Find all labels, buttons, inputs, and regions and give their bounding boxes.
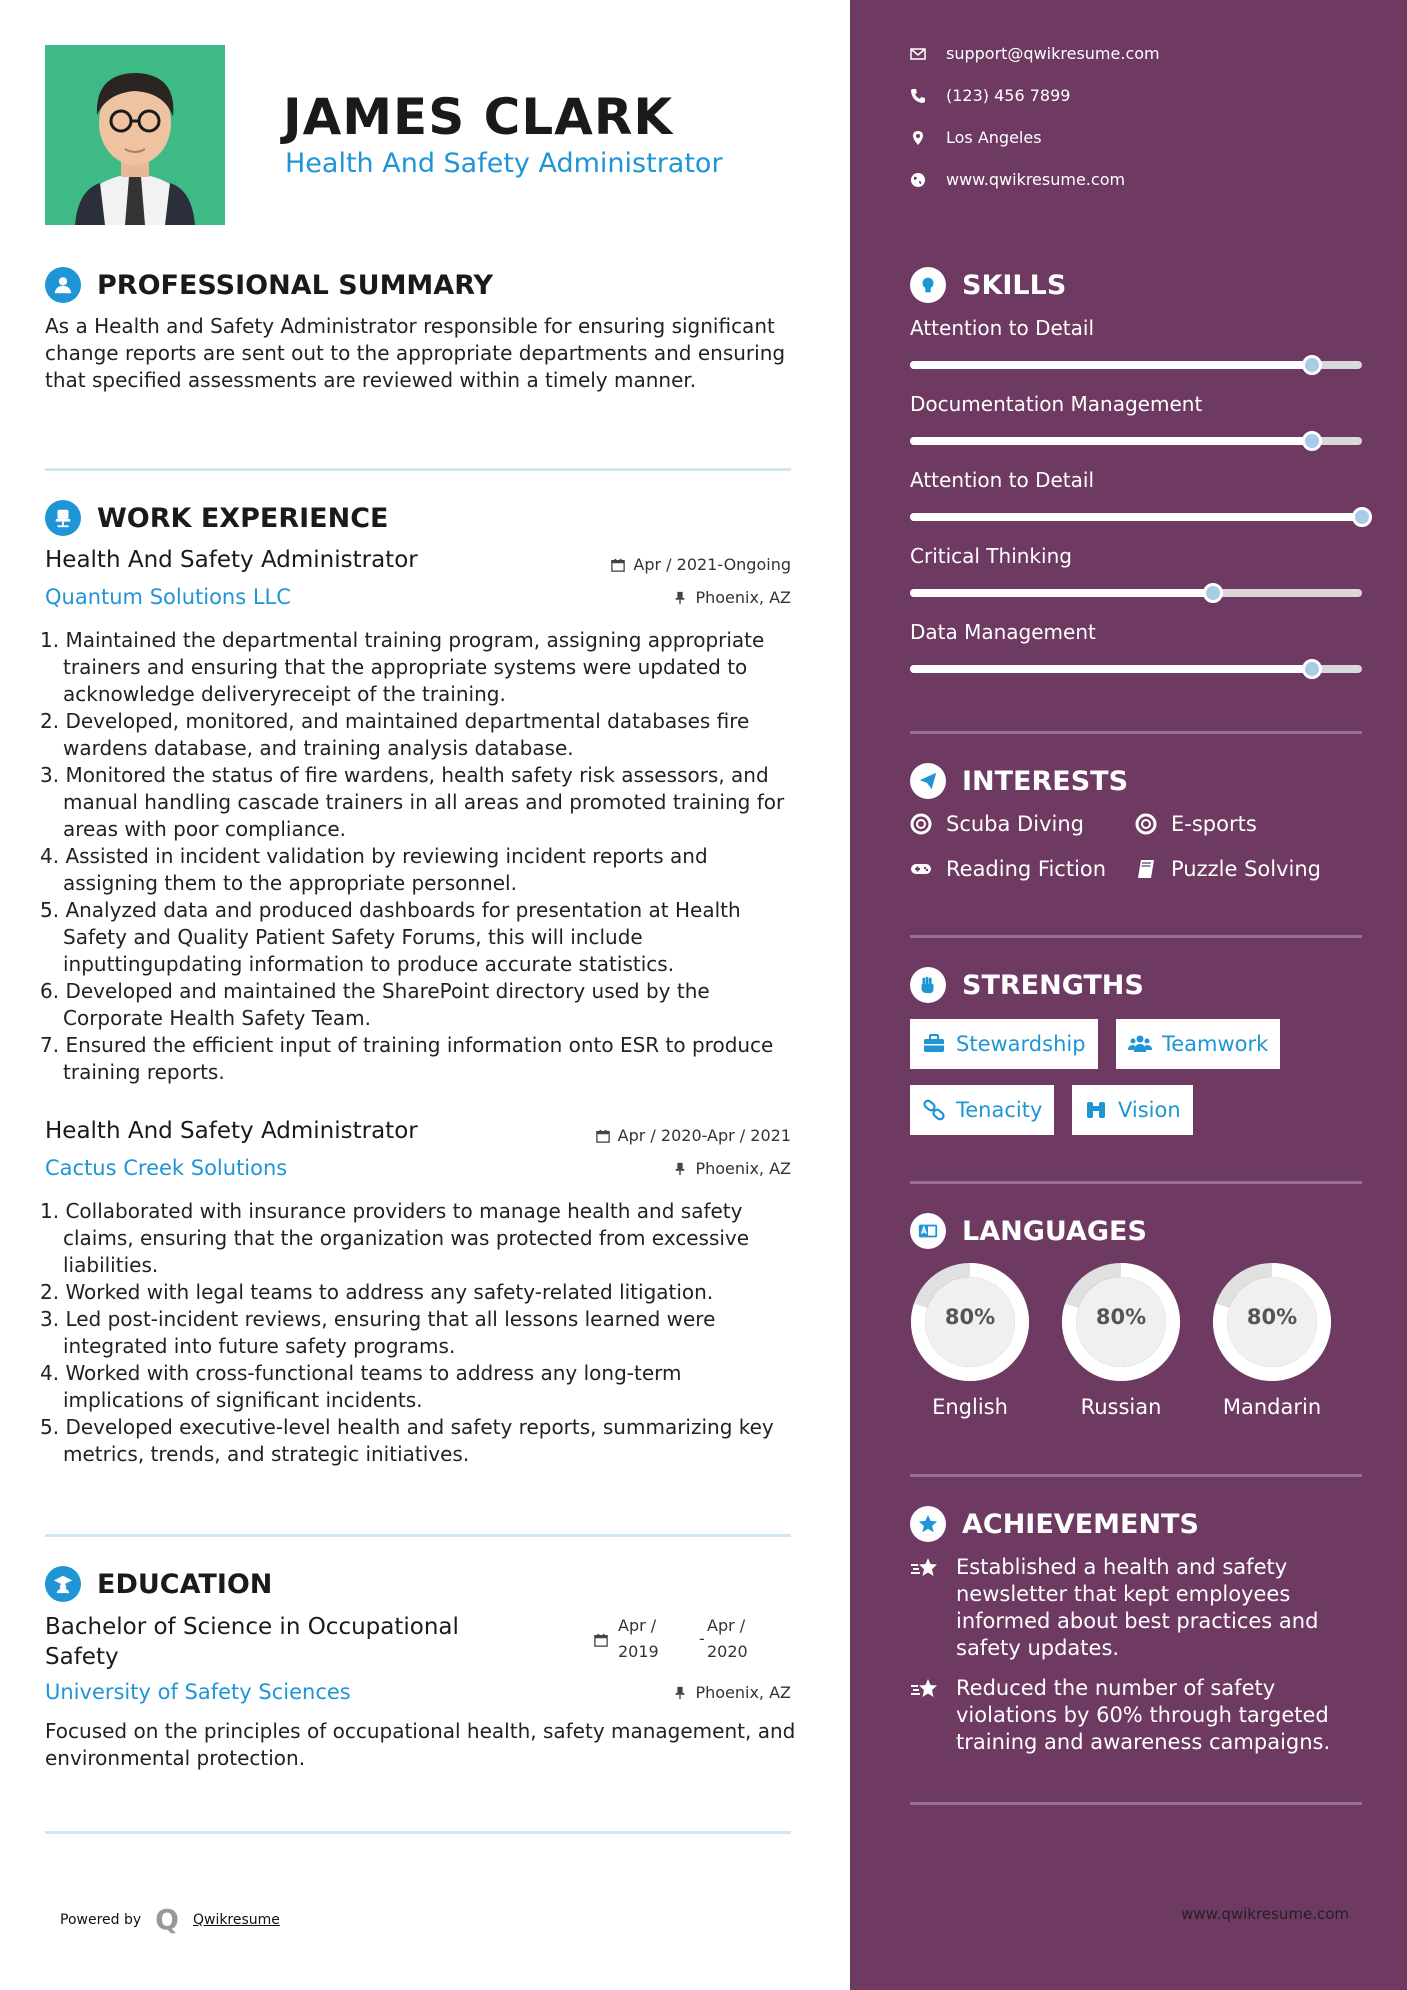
skill-label: Attention to Detail <box>910 316 1095 340</box>
strength-badge <box>1072 1085 1193 1135</box>
language-item <box>1061 1262 1181 1419</box>
calendar-icon <box>594 1633 608 1647</box>
shooting-star-icon <box>910 1677 942 1703</box>
interest-item <box>910 857 1106 881</box>
achievement-text: Reduced the number of safety violations by 60% through targeted training and awareness campaigns. <box>956 1676 1331 1754</box>
interest-item <box>910 812 1084 836</box>
language-percent: 80% <box>1095 1305 1147 1329</box>
pin-icon <box>673 1162 687 1176</box>
paper-plane-icon <box>910 763 946 799</box>
calendar-icon <box>596 1129 610 1143</box>
education-end-year: 2020 <box>707 1642 748 1661</box>
achievement-text: Established a health and safety newsletter that kept employees informed about best practices and safety updates. <box>956 1555 1319 1660</box>
list-item: 4. Assisted in incident validation by reviewing incident reports and assigning them to the appropriate personnel. <box>40 844 708 895</box>
skill-bar <box>910 361 1362 369</box>
strength-label: Teamwork <box>1162 1032 1269 1056</box>
strengths-section-title <box>910 967 1144 1003</box>
briefcase-icon <box>922 1032 946 1056</box>
education-description: Focused on the principles of occupational health, safety management, and environmental protection. <box>45 1719 796 1770</box>
school-name: University of Safety Sciences <box>45 1680 351 1704</box>
contact-email <box>910 44 1160 63</box>
globe-icon <box>910 172 926 188</box>
binoculars-icon <box>1084 1098 1108 1122</box>
interest-item <box>1135 857 1321 881</box>
website-text[interactable]: www.qwikresume.com <box>946 170 1126 189</box>
language-icon <box>910 1213 946 1249</box>
languages-section-title <box>910 1213 1147 1249</box>
contact-phone <box>910 86 1070 105</box>
degree-name: Bachelor of Science in Occupational Safety <box>45 1614 459 1670</box>
interests-title-text: INTERESTS <box>962 765 1129 797</box>
qwikresume-link[interactable]: Qwikresume <box>192 1911 280 1928</box>
education-start-date <box>618 1613 659 1665</box>
achievements-title-text: ACHIEVEMENTS <box>962 1508 1199 1540</box>
list-item: 1. Collaborated with insurance providers to manage health and safety claims, ensuring that the organization was protected from excessive liabilities. <box>40 1199 750 1277</box>
skill-bar-fill <box>910 361 1312 369</box>
phone-text: (123) 456 7899 <box>946 86 1071 105</box>
skill-bar <box>910 513 1362 521</box>
list-item: 2. Developed, monitored, and maintained departmental databases fire wardens database, and training analysis database. <box>40 709 750 760</box>
star-badge-icon <box>910 1506 946 1542</box>
education-end-month: Apr / <box>707 1616 746 1635</box>
email-text[interactable]: support@qwikresume.com <box>946 44 1160 63</box>
list-item: 2. Worked with legal teams to address any safety-related litigation. <box>40 1280 714 1304</box>
skill-label: Critical Thinking <box>910 544 1072 568</box>
link-icon <box>922 1098 946 1122</box>
skill-bar-fill <box>910 437 1312 445</box>
achievements-section-title <box>910 1506 1199 1542</box>
job-date-text: Apr / 2021-Ongoing <box>633 555 791 574</box>
skill-label: Documentation Management <box>910 392 1203 416</box>
section-divider <box>910 1802 1362 1805</box>
list-item: 7. Ensured the efficient input of training information onto ESR to produce training reports. <box>40 1033 774 1084</box>
list-item: 3. Monitored the status of fire wardens, health safety risk assessors, and manual handling cascade trainers in all areas and promoted training for areas with poor compliance. <box>40 763 785 841</box>
skill-bar <box>910 665 1362 673</box>
strength-badge <box>910 1085 1054 1135</box>
skill-bar <box>910 437 1362 445</box>
map-marker-icon <box>910 130 926 146</box>
shooting-star-icon <box>910 1556 942 1582</box>
skills-section-title <box>910 267 1066 303</box>
education-date-dash: - <box>699 1629 705 1648</box>
raised-fist-icon <box>910 967 946 1003</box>
section-divider <box>45 1534 791 1537</box>
summary-text: As a Health and Safety Administrator responsible for ensuring significant change reports are sent out to the appropriate departments and ensuring that specified assessments are reviewed within a timely manner. <box>45 314 786 392</box>
language-name: Mandarin <box>1222 1395 1322 1419</box>
strength-badge <box>1116 1019 1280 1069</box>
interest-label: Puzzle Solving <box>1171 857 1321 881</box>
list-item: 5. Developed executive-level health and safety reports, summarizing key metrics, trends, and strategic initiatives. <box>40 1415 774 1466</box>
language-percent: 80% <box>944 1305 996 1329</box>
lightbulb-icon <box>910 267 946 303</box>
education-start-year: 2019 <box>618 1642 659 1661</box>
skill-bar-knob <box>1352 507 1372 527</box>
strength-badge <box>910 1019 1098 1069</box>
job-date <box>611 555 791 574</box>
education-location <box>673 1683 791 1702</box>
candidate-role: Health And Safety Administrator <box>285 148 723 179</box>
skill-label: Attention to Detail <box>910 468 1095 492</box>
language-name: English <box>932 1395 1008 1419</box>
location-text: Los Angeles <box>946 128 1042 147</box>
skill-bar-fill <box>910 589 1213 597</box>
section-divider <box>910 731 1362 734</box>
interest-label: E-sports <box>1171 812 1257 836</box>
pin-icon <box>673 591 687 605</box>
graduate-icon <box>45 1566 81 1602</box>
strength-label: Stewardship <box>956 1032 1086 1056</box>
language-name: Russian <box>1080 1395 1162 1419</box>
section-divider <box>45 1831 791 1834</box>
footer-website[interactable]: www.qwikresume.com <box>1181 1905 1349 1923</box>
life-ring-icon <box>1135 813 1157 835</box>
skill-bar-fill <box>910 513 1362 521</box>
job-date-text: Apr / 2020-Apr / 2021 <box>617 1126 791 1145</box>
skill-bar-knob <box>1302 355 1322 375</box>
pin-icon <box>673 1686 687 1700</box>
gamepad-icon <box>910 858 932 880</box>
candidate-name: JAMES CLARK <box>283 88 674 146</box>
summary-section-title <box>45 267 493 303</box>
skill-label: Data Management <box>910 620 1096 644</box>
skill-bar-knob <box>1203 583 1223 603</box>
section-divider <box>45 468 791 471</box>
section-divider <box>910 1474 1362 1477</box>
section-divider <box>910 935 1362 938</box>
strength-label: Tenacity <box>956 1098 1043 1122</box>
section-divider <box>910 1181 1362 1184</box>
job-responsibilities <box>40 627 800 1086</box>
envelope-icon <box>910 46 926 62</box>
contact-website <box>910 170 1125 189</box>
strengths-title-text: STRENGTHS <box>962 969 1144 1001</box>
calendar-icon <box>611 558 625 572</box>
strength-label: Vision <box>1118 1098 1181 1122</box>
book-icon <box>1135 858 1157 880</box>
profile-photo <box>45 45 225 225</box>
job-responsibilities <box>40 1198 800 1468</box>
avatar-illustration <box>45 45 225 225</box>
summary-title-text: PROFESSIONAL SUMMARY <box>97 269 494 301</box>
skill-bar <box>910 589 1362 597</box>
sidebar <box>850 0 1407 1990</box>
job-title: Health And Safety Administrator <box>45 547 418 573</box>
list-item: 5. Analyzed data and produced dashboards for presentation at Health Safety and Quality Patient Safety Forums, this will include inputtingupdating information to produce accurate statistics. <box>40 898 741 976</box>
language-item <box>1212 1262 1332 1419</box>
interest-label: Scuba Diving <box>946 812 1084 836</box>
life-ring-icon <box>910 813 932 835</box>
list-item: 6. Developed and maintained the SharePoint directory used by the Corporate Health Safety Team. <box>40 979 710 1030</box>
education-section-title <box>45 1566 272 1602</box>
achievement-item <box>910 1675 1350 1756</box>
user-icon <box>45 267 81 303</box>
language-item <box>910 1262 1030 1419</box>
education-start-month: Apr / <box>618 1616 657 1635</box>
achievement-item <box>910 1554 1350 1662</box>
experience-section-title <box>45 500 388 536</box>
interest-item <box>1135 812 1257 836</box>
phone-icon <box>910 88 926 104</box>
users-icon <box>1128 1032 1152 1056</box>
education-end-date <box>707 1613 748 1665</box>
powered-by-text: Powered by <box>60 1911 142 1928</box>
job-date <box>596 1126 791 1145</box>
interest-label: Reading Fiction <box>946 857 1107 881</box>
education-title-text: EDUCATION <box>97 1568 273 1600</box>
skill-bar-knob <box>1302 431 1322 451</box>
qwikresume-logo-icon: Q <box>155 1903 179 1936</box>
skills-title-text: SKILLS <box>962 269 1067 301</box>
contact-location <box>910 128 1042 147</box>
company-name: Quantum Solutions LLC <box>45 585 291 609</box>
language-percent: 80% <box>1246 1305 1298 1329</box>
company-name: Cactus Creek Solutions <box>45 1156 288 1180</box>
interests-section-title <box>910 763 1128 799</box>
job-location-text: Phoenix, AZ <box>695 1159 791 1178</box>
list-item: 4. Worked with cross-functional teams to address any long-term implications of significant incidents. <box>40 1361 682 1412</box>
office-chair-icon <box>45 500 81 536</box>
languages-title-text: LANGUAGES <box>962 1215 1147 1247</box>
job-location <box>673 588 791 607</box>
list-item: 1. Maintained the departmental training program, assigning appropriate trainers and ensuring that the appropriate systems were updated to acknowledge deliveryreceipt of the training. <box>40 628 765 706</box>
job-location <box>673 1159 791 1178</box>
skill-bar-fill <box>910 665 1312 673</box>
powered-by <box>60 1903 280 1936</box>
skill-bar-knob <box>1302 659 1322 679</box>
job-location-text: Phoenix, AZ <box>695 588 791 607</box>
experience-title-text: WORK EXPERIENCE <box>97 502 389 534</box>
list-item: 3. Led post-incident reviews, ensuring that all lessons learned were integrated into future safety programs. <box>40 1307 716 1358</box>
job-title: Health And Safety Administrator <box>45 1118 418 1144</box>
education-location-text: Phoenix, AZ <box>695 1683 791 1702</box>
